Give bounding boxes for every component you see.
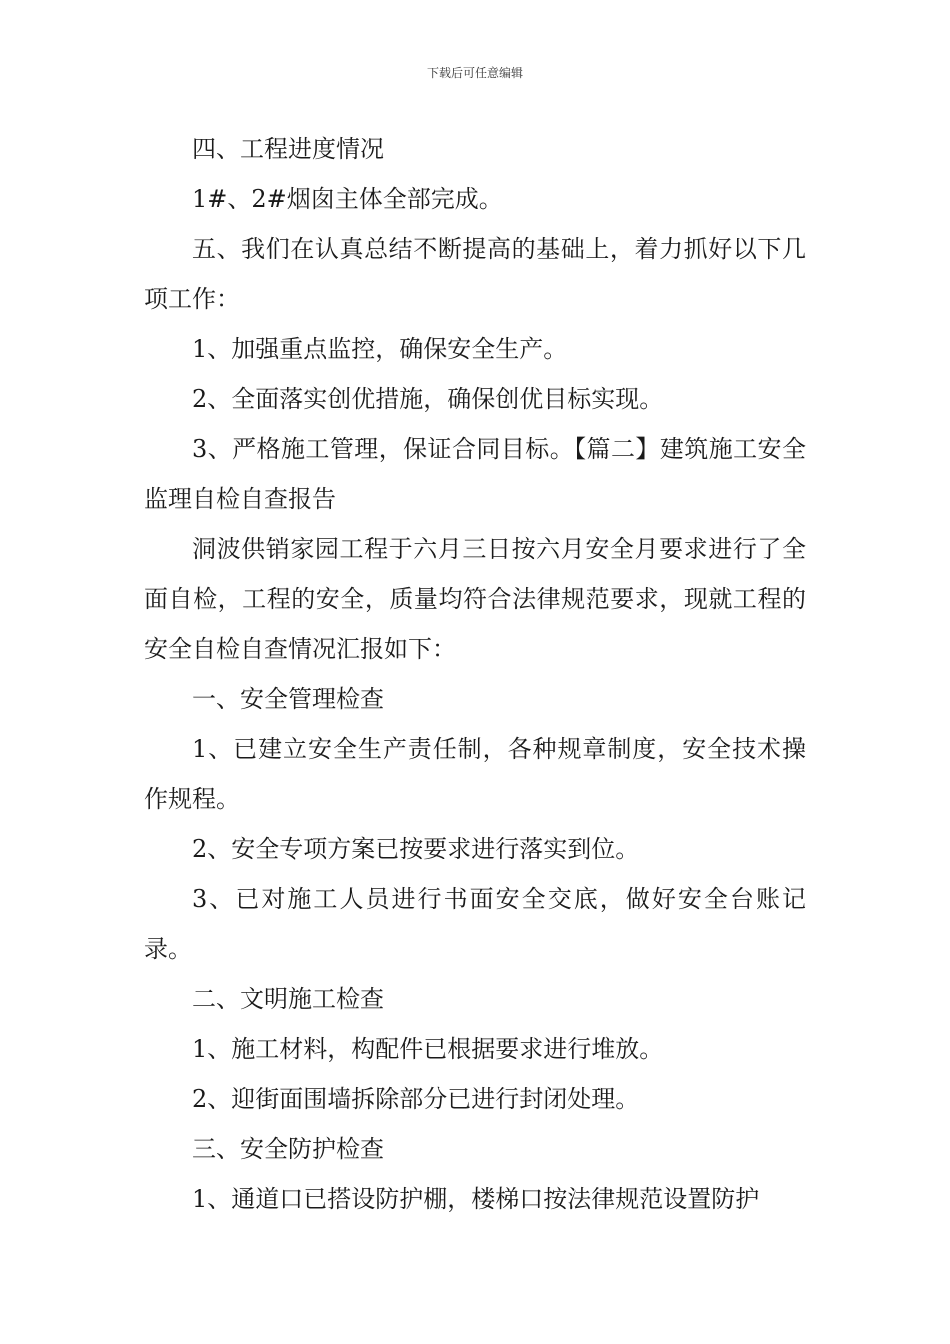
list-item: 1、加强重点监控，确保安全生产。 — [192, 335, 568, 363]
list-item: 1、通道口已搭设防护棚，楼梯口按法律规范设置防护 — [192, 1185, 760, 1213]
paragraph: 1#、2#烟囱主体全部完成。 — [192, 185, 503, 213]
list-item: 3、已对施工人员进行书面安全交底，做好安全台账记录。 — [144, 885, 806, 963]
list-item: 1、施工材料，构配件已根据要求进行堆放。 — [192, 1035, 664, 1063]
paragraph: 五、我们在认真总结不断提高的基础上，着力抓好以下几项工作： — [144, 235, 806, 313]
list-item: 3、严格施工管理，保证合同目标。【篇二】建筑施工安全监理自检自查报告 — [144, 435, 806, 513]
paragraph: 洞波供销家园工程于六月三日按六月安全月要求进行了全面自检，工程的安全，质量均符合法律规范要求，现就工程的安全自检自查情况汇报如下： — [144, 535, 806, 663]
list-item: 1、已建立安全生产责任制，各种规章制度，安全技术操作规程。 — [144, 735, 806, 813]
list-item: 2、安全专项方案已按要求进行落实到位。 — [192, 835, 640, 863]
document-body — [144, 124, 806, 1224]
section-heading-progress: 四、工程进度情况 — [192, 135, 384, 163]
section-heading-civilized-construction: 二、文明施工检查 — [192, 985, 384, 1013]
list-item: 2、迎街面围墙拆除部分已进行封闭处理。 — [192, 1085, 640, 1113]
section-heading-safety-protection: 三、安全防护检查 — [192, 1135, 384, 1163]
header-note: 下载后可任意编辑 — [426, 66, 523, 80]
list-item: 2、全面落实创优措施，确保创优目标实现。 — [192, 385, 664, 413]
section-heading-safety-management: 一、安全管理检查 — [192, 685, 384, 713]
